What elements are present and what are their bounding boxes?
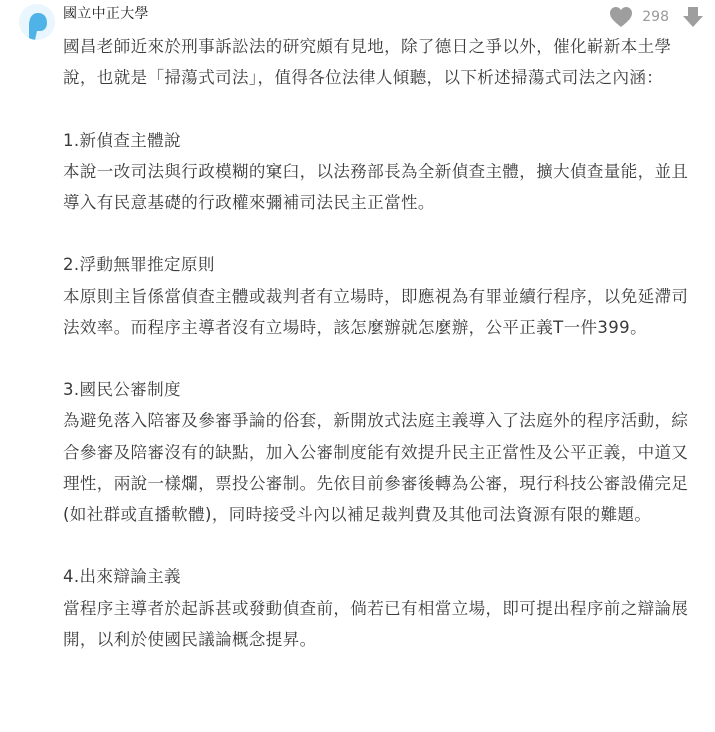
comment-actions: [609, 5, 703, 29]
paragraph-gap: [63, 343, 703, 374]
section-heading: 3.國民公審制度: [63, 380, 181, 400]
heart-icon: [609, 6, 633, 28]
dcard-avatar-icon: [19, 4, 55, 40]
section-heading: 4.出來辯論主義: [63, 567, 181, 587]
author-avatar[interactable]: [19, 4, 55, 40]
like-button[interactable]: [609, 6, 683, 28]
arrow-down-icon: [683, 6, 703, 28]
author-name[interactable]: 國立中正大學: [63, 6, 149, 22]
comment-intro: 國昌老師近來於刑事訴訟法的研究頗有見地，除了德日之爭以外，催化嶄新本土學說，也就是「掃蕩式司法」，值得各位法律人傾聽，以下析述掃蕩式司法之內涵：: [63, 37, 672, 88]
comment-body: [63, 31, 703, 655]
section-body: 本說一改司法與行政模糊的窠臼，以法務部長為全新偵查主體，擴大偵查量能，並且導入有民意基礎的行政權來彌補司法民主正當性。: [63, 161, 689, 212]
paragraph-gap: [63, 93, 703, 124]
section-body: 當程序主導者於起訴甚或發動偵查前，倘若已有相當立場，即可提出程序前之辯論展開，以利於使國民議論概念提昇。: [63, 598, 689, 649]
paragraph-gap: [63, 218, 703, 249]
section-heading: 1.新偵查主體說: [63, 130, 181, 150]
dislike-button[interactable]: [683, 6, 703, 28]
section-body: 本原則主旨係當偵查主體或裁判者有立場時，即應視為有罪並續行程序，以免延滯司法效率。而程序主導者沒有立場時，該怎麼辦就怎麼辦，公平正義T一件399。: [63, 286, 689, 337]
section-body: 為避免落入陪審及參審爭論的俗套，新開放式法庭主義導入了法庭外的程序活動，綜合參審及陪審沒有的缺點，加入公審制度能有效提升民主正當性及公平正義，中道又理性，兩說一樣爛，票投公審制。先依目前參審後轉為公審，現行科技公審設備完足(如社群或直播軟體)，同時接受斗內以補足裁判費及其他司法資源有限的難題。: [63, 411, 689, 524]
like-count: 298: [642, 9, 669, 25]
section-heading: 2.浮動無罪推定原則: [63, 255, 215, 275]
paragraph-gap: [63, 530, 703, 561]
